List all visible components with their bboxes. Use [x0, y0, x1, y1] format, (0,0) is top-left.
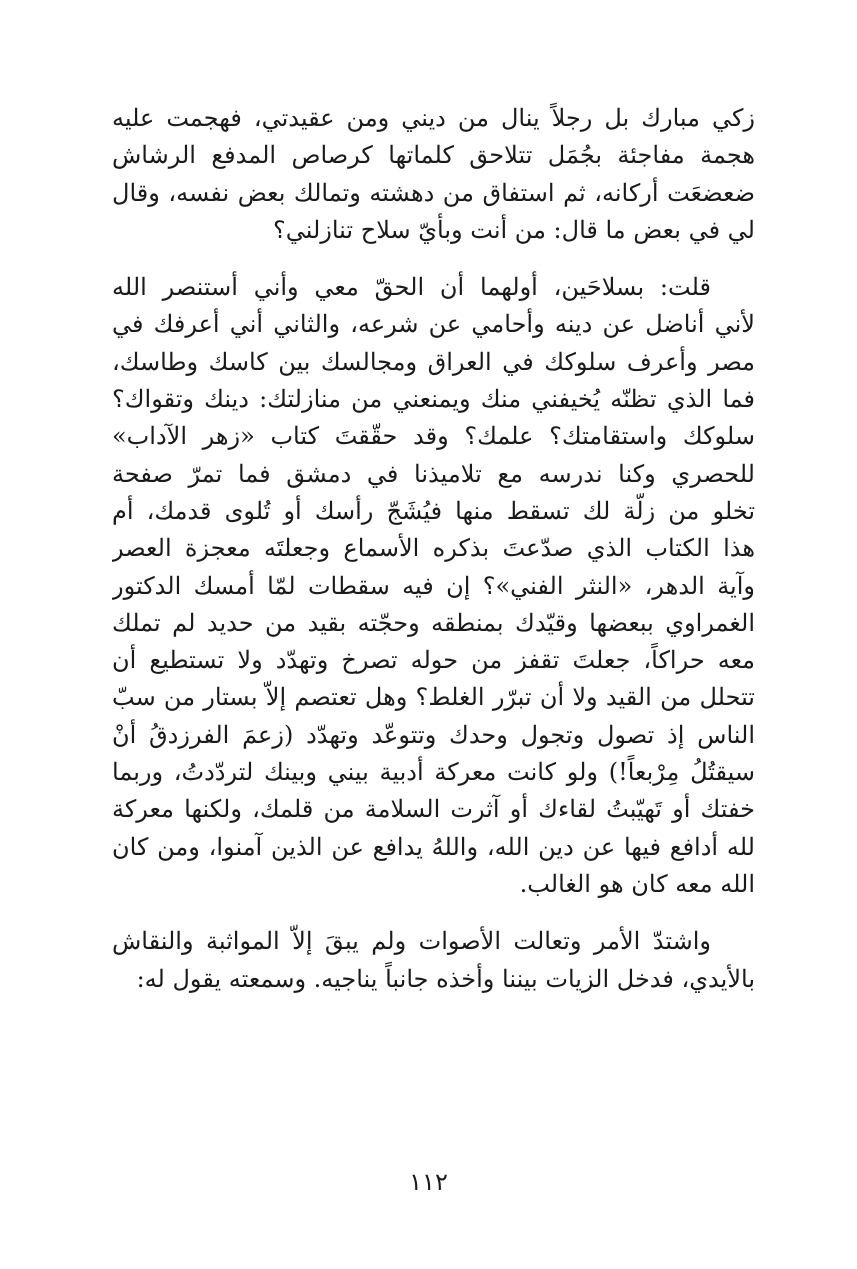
text-line: ضعضعَت أركانه، ثم استفاق من دهشته وتمالك بعض نفسه، وقال [112, 178, 755, 207]
text-line: هجمة مفاجئة بجُمَل تتلاحق كلماتها كرصاص المدفع الرشاش [112, 141, 755, 170]
text-line: لأني أناضل عن دينه وأحامي عن شرعه، والثاني أني أعرفك في [112, 310, 755, 339]
text-line: سيقتُلُ مِرْبعاً!) ولو كانت معركة أدبية بيني وبينك لتردّدتُ، وربما [112, 758, 755, 787]
text-line: قلت: بسلاحَين، أولهما أن الحقّ معي وأني أستنصر الله [112, 273, 711, 302]
paragraph [112, 269, 755, 903]
text-line: الناس إذ تصول وتجول وحدك وتتوعّد وتهدّد (زعمَ الفرزدقُ أنْ [112, 720, 755, 749]
page-number: ١١٢ [409, 1168, 448, 1196]
text-line: تخلو من زلّة لك تسقط منها فيُشَجّ رأسك أو تُلوى قدمك، أم [112, 496, 755, 525]
book-page-text [112, 100, 755, 998]
text-line: زكي مبارك بل رجلاً ينال من ديني ومن عقيدتي، فهجمت عليه [112, 104, 755, 132]
text-line: واشتدّ الأمر وتعالت الأصوات ولم يبقَ إلاّ المواثبة والنقاش [112, 927, 711, 956]
text-line: الله معه كان هو الغالب. [519, 869, 755, 898]
text-line: هذا الكتاب الذي صدّعتَ بذكره الأسماع وجعلتَه معجزة العصر [112, 534, 755, 563]
text-line: تتحلل من القيد ولا أن تبرّر الغلط؟ وهل تعتصم إلاّ بستار من سبّ [112, 683, 755, 712]
text-line: معه حراكاً، جعلتَ تقفز من حوله تصرخ وتهدّد ولا تستطيع أن [112, 646, 755, 675]
text-line: لي في بعض ما قال: من أنت وبأيّ سلاح تنازلني؟ [272, 215, 755, 244]
paragraph [112, 923, 755, 998]
text-line: خفتك أو تَهيّبتُ لقاءك أو آثرت السلامة من قلمك، ولكنها معركة [112, 795, 755, 824]
text-line: سلوكك واستقامتك؟ علمك؟ وقد حقّقتَ كتاب «زهر الآداب» [112, 422, 755, 451]
paragraphs [112, 100, 755, 998]
text-line: فما الذي تظنّه يُخيفني منك ويمنعني من منازلتك: دينك وتقواك؟ [112, 385, 755, 414]
text-line: لله أدافع فيها عن دين الله، واللهُ يدافع عن الذين آمنوا، ومن كان [112, 832, 755, 861]
text-line: للحصري وكنا ندرسه مع تلاميذنا في دمشق فما تمرّ صفحة [112, 459, 755, 488]
paragraph [112, 100, 755, 249]
text-line: مصر وأعرف سلوكك في العراق ومجالسك بين كاسك وطاسك، [112, 347, 755, 376]
text-line: الغمراوي ببعضها وقيّدك بمنطقه وحجّته بقيد من حديد لم تملك [112, 608, 755, 637]
text-line: بالأيدي، فدخل الزيات بيننا وأخذه جانباً يناجيه. وسمعته يقول له: [136, 964, 755, 993]
text-line: وآية الدهر، «النثر الفني»؟ إن فيه سقطات لمّا أمسك الدكتور [112, 571, 755, 600]
